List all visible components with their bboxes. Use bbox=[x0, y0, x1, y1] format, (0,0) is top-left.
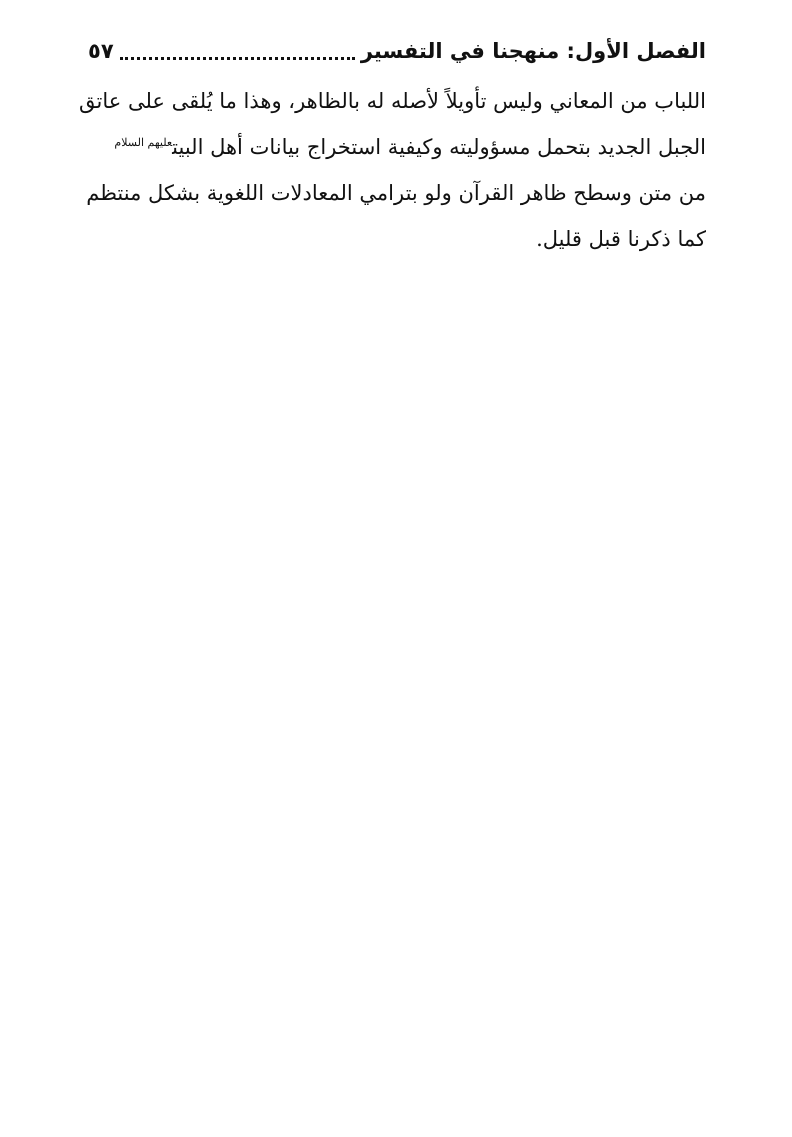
text-line-3: من متن وسطح ظاهر القرآن ولو بترامي المعادلات اللغوية بشكل منتظم bbox=[86, 181, 706, 205]
text-line-4: كما ذكرنا قبل قليل. bbox=[536, 227, 706, 251]
body-paragraph bbox=[79, 78, 706, 262]
honorific-mark: عليهم السلام bbox=[114, 136, 173, 149]
chapter-title: الفصل الأول: منهجنا في التفسير bbox=[360, 39, 706, 63]
text-line-2 bbox=[88, 124, 706, 170]
running-header bbox=[88, 34, 706, 68]
text-line-2-content: الجبل الجديد بتحمل مسؤوليته وكيفية استخراج بيانات أهل البيت bbox=[172, 135, 706, 159]
text-line-1: اللباب من المعاني وليس تأويلاً لأصله له بالظاهر، وهذا ما يُلقى على عاتق bbox=[79, 89, 706, 113]
leader-dots bbox=[120, 42, 355, 60]
page-number: ٥٧ bbox=[88, 39, 114, 63]
